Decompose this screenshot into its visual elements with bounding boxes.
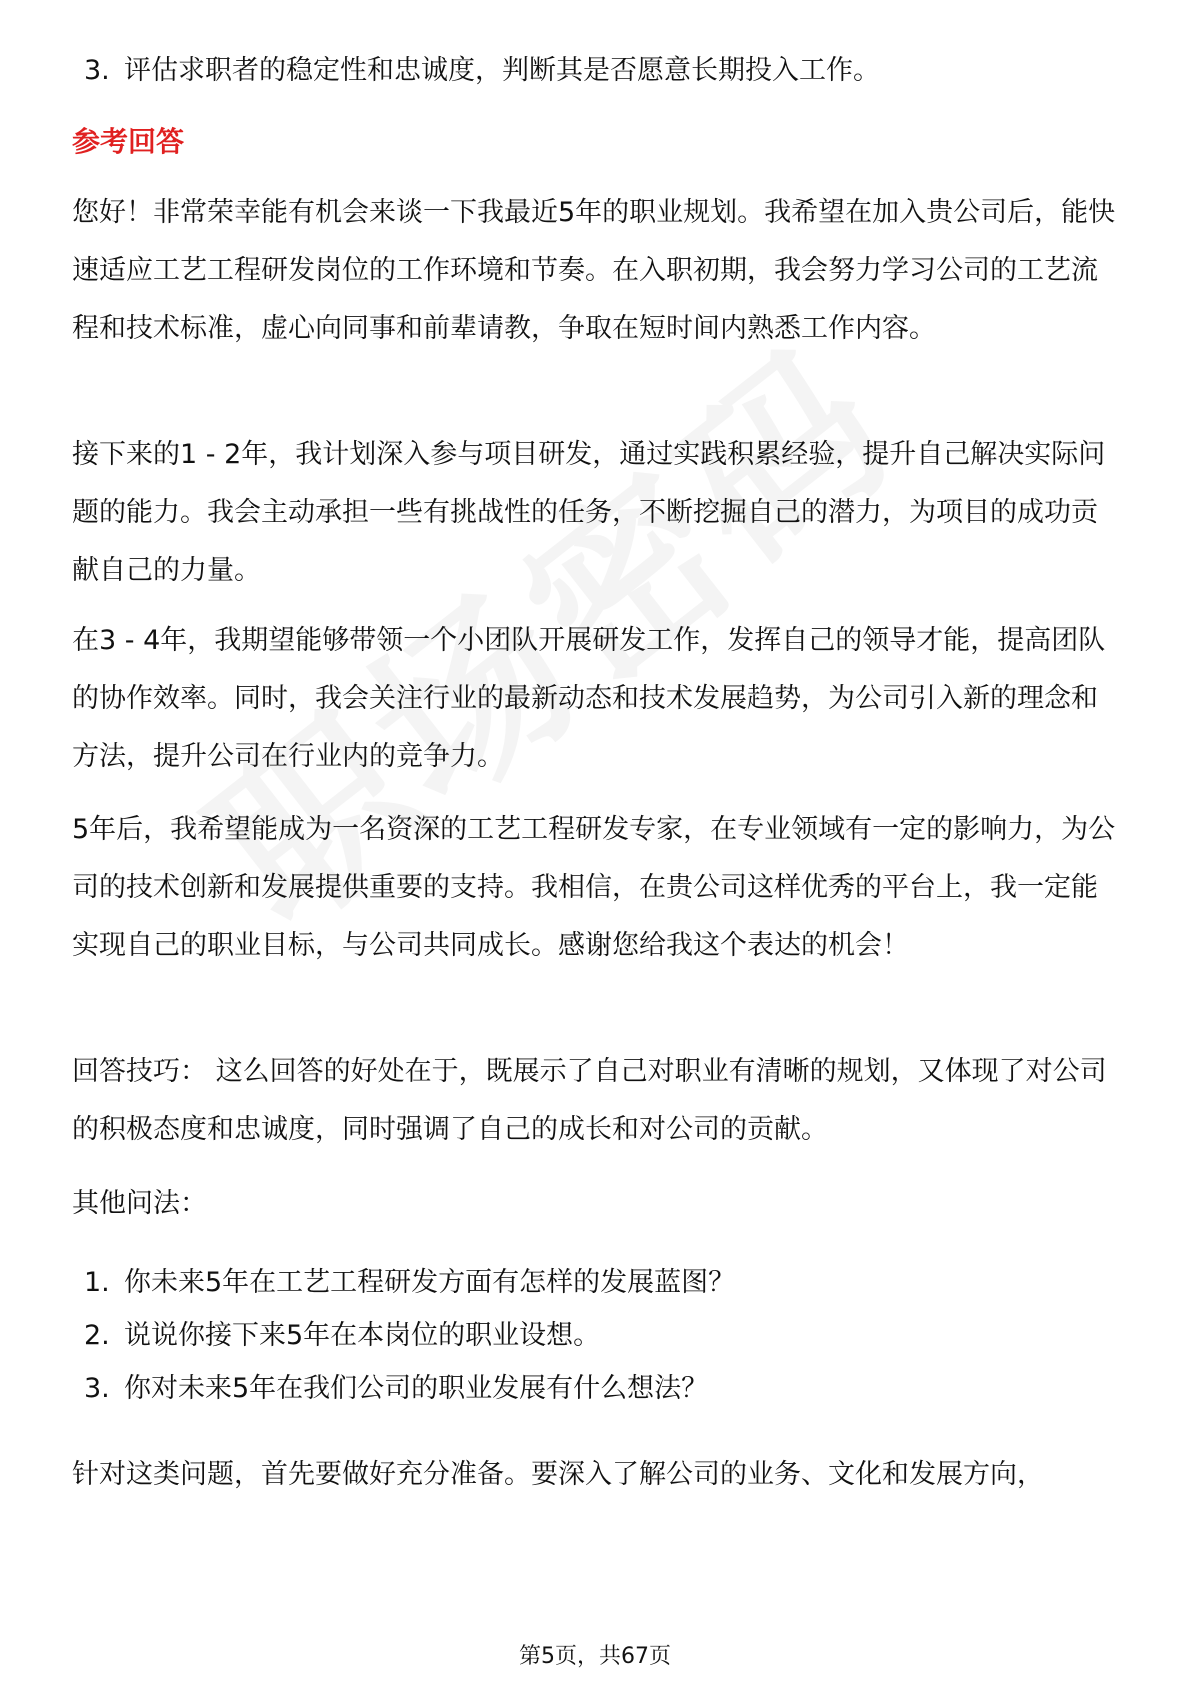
list-item xyxy=(84,1258,1114,1308)
reference-answer-heading: 参考回答 xyxy=(72,125,185,158)
closing-paragraph: 针对这类问题，首先要做好充分准备。要深入了解公司的业务、文化和发展方向， xyxy=(72,1459,1044,1490)
list-item xyxy=(84,1364,1114,1414)
list-number: 2. xyxy=(84,1320,110,1351)
list-item xyxy=(84,1311,1114,1361)
list-text: 你未来5年在工艺工程研发方面有怎样的发展蓝图？ xyxy=(124,1267,736,1298)
list-text: 评估求职者的稳定性和忠诚度，判断其是否愿意长期投入工作。 xyxy=(124,55,880,86)
list-number: 3. xyxy=(84,1373,110,1404)
answer-paragraph-2: 接下来的1 - 2年，我计划深入参与项目研发，通过实践积累经验，提升自己解决实际问题的能力。我会主动承担一些有挑战性的任务，不断挖掘自己的潜力，为项目的成功贡献自己的力量。 xyxy=(72,439,1106,586)
answer-paragraph-4: 5年后，我希望能成为一名资深的工艺工程研发专家，在专业领域有一定的影响力，为公司的技术创新和发展提供重要的支持。我相信，在贵公司这样优秀的平台上，我一定能实现自己的职业目标，与公司共同成长。感谢您给我这个表达的机会！ xyxy=(72,814,1116,961)
answer-tips: 回答技巧： 这么回答的好处在于，既展示了自己对职业有清晰的规划，又体现了对公司的积极态度和忠诚度，同时强调了自己的成长和对公司的贡献。 xyxy=(72,1056,1107,1145)
other-questions-label: 其他问法： xyxy=(72,1188,207,1219)
list-item xyxy=(84,46,1114,96)
list-text: 说说你接下来5年在本岗位的职业设想。 xyxy=(124,1320,601,1351)
page-footer: 第5页，共67页 xyxy=(519,1644,671,1669)
list-number: 3. xyxy=(84,55,110,86)
list-text: 你对未来5年在我们公司的职业发展有什么想法？ xyxy=(124,1373,709,1404)
answer-paragraph-1: 您好！非常荣幸能有机会来谈一下我最近5年的职业规划。我希望在加入贵公司后，能快速适应工艺工程研发岗位的工作环境和节奏。在入职初期，我会努力学习公司的工艺流程和技术标准，虚心向同事和前辈请教，争取在短时间内熟悉工作内容。 xyxy=(72,197,1116,344)
list-number: 1. xyxy=(84,1267,110,1298)
answer-paragraph-3: 在3 - 4年，我期望能够带领一个小团队开展研发工作，发挥自己的领导才能，提高团队的协作效率。同时，我会关注行业的最新动态和技术发展趋势，为公司引入新的理念和方法，提升公司在行业内的竞争力。 xyxy=(72,625,1106,772)
